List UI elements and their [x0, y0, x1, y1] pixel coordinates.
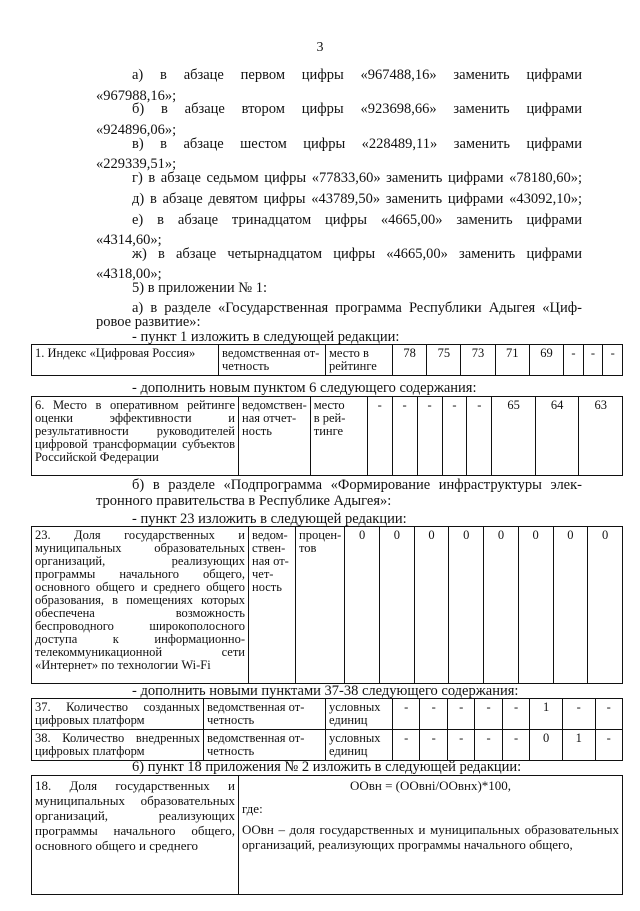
table-item-1 — [31, 344, 623, 376]
text-line: «924896,06»; — [96, 122, 177, 138]
table-cell: 1. Индекс «Цифровая Россия» — [32, 345, 219, 376]
table-app2-item-18 — [31, 775, 623, 895]
table-cell: 38. Количество внедренных цифровых платформ — [32, 730, 204, 761]
table-cell: ведомственная от- четность — [204, 730, 326, 761]
text-line: е) в абзаце тринадцатом цифры «4665,00» заменить цифрами — [132, 212, 582, 228]
table-cell: - — [583, 345, 603, 376]
table-cell: ведомственная от- четность — [219, 345, 326, 376]
table-cell: - — [603, 345, 623, 376]
table-cell: - — [420, 699, 447, 730]
table-cell: место в рей- тинге — [310, 397, 367, 476]
table-cell: - — [475, 730, 502, 761]
text-line: г) в абзаце седьмом цифры «77833,60» заменить цифрами «78180,60»; — [132, 170, 582, 186]
table-cell: - — [595, 730, 623, 761]
table-row — [32, 730, 623, 761]
table-cell: условных единиц — [326, 730, 393, 761]
table-cell: 73 — [461, 345, 495, 376]
table-cell: - — [502, 730, 529, 761]
table-cell: 0 — [530, 730, 563, 761]
text-line: б) в разделе «Подпрограмма «Формирование инфраструктуры элек- — [132, 477, 582, 493]
table-cell: - — [502, 699, 529, 730]
table-cell: 37. Количество созданных цифровых платформ — [32, 699, 204, 730]
text-line: д) в абзаце девятом цифры «43789,50» заменить цифрами «43092,10»; — [132, 191, 582, 207]
table-cell: - — [393, 730, 420, 761]
text-line: «4318,00»; — [96, 266, 162, 282]
table-item-23 — [31, 526, 623, 684]
table-cell: 23. Доля государственных и муниципальных образовательных организаций, реализующих программы начального общего, основного общего и среднего общего образования, в помещениях которых обеспечена возможность беспроводного широкополосного доступа к информационно-телекоммуникационной сети «Интернет» по технологии Wi-Fi — [32, 527, 249, 684]
section-heading: 6) пункт 18 приложения № 2 изложить в следующей редакции: — [132, 759, 522, 775]
table-cell: ведомственная от- четность — [204, 699, 326, 730]
table-cell: 63 — [579, 397, 623, 476]
text-line: «229339,51»; — [96, 156, 177, 172]
where-label: где: — [242, 801, 263, 816]
table-cell: процен- тов — [296, 527, 345, 684]
table-cell: - — [393, 699, 420, 730]
table-cell: 78 — [393, 345, 427, 376]
table-cell: 65 — [492, 397, 536, 476]
table-cell: - — [392, 397, 417, 476]
text-line: 5) в приложении № 1: — [132, 280, 267, 296]
table-cell: 0 — [449, 527, 484, 684]
text-line: ж) в абзаце четырнадцатом цифры «4665,00» заменить цифрами — [132, 246, 582, 262]
table-cell: - — [447, 730, 474, 761]
table-cell: 71 — [495, 345, 529, 376]
table-row — [32, 527, 623, 684]
table-cell: место в рейтинге — [326, 345, 393, 376]
text-line: «967988,16»; — [96, 88, 177, 104]
table-cell: 0 — [553, 527, 588, 684]
text-line: б) в абзаце втором цифры «923698,66» заменить цифрами — [132, 101, 582, 117]
table-cell: - — [475, 699, 502, 730]
definition-text: ООвн – доля государственных и муниципальных образовательных организаций, реализующих программы начального общего, — [242, 822, 619, 852]
table-cell: 1 — [562, 730, 595, 761]
text-line: в) в абзаце шестом цифры «228489,11» заменить цифрами — [132, 136, 582, 152]
table-cell: 0 — [518, 527, 553, 684]
table-cell: - — [467, 397, 492, 476]
table-cell: 0 — [414, 527, 449, 684]
table-cell: ведомствен- ная отчет- ность — [239, 397, 311, 476]
table-cell: 0 — [588, 527, 623, 684]
table-row — [32, 345, 623, 376]
table-cell: 1 — [530, 699, 563, 730]
table-cell: условных единиц — [326, 699, 393, 730]
section-heading: - дополнить новым пунктом 6 следующего содержания: — [132, 380, 477, 396]
table-cell: - — [420, 730, 447, 761]
text-line: - пункт 1 изложить в следующей редакции: — [132, 329, 400, 345]
table-row — [32, 776, 623, 895]
table-cell: 0 — [379, 527, 414, 684]
table-cell: 0 — [345, 527, 380, 684]
text-line: а) в абзаце первом цифры «967488,16» заменить цифрами — [132, 67, 582, 83]
section-heading: - дополнить новыми пунктами 37-38 следующего содержания: — [132, 683, 519, 699]
section-heading: - пункт 23 изложить в следующей редакции: — [132, 511, 407, 527]
table-cell: - — [595, 699, 623, 730]
table-cell: 64 — [535, 397, 579, 476]
formula: ООвн = (ООвнi/ООвнх)*100, — [349, 778, 512, 793]
table-cell: ведом- ствен- ная от- чет- ность — [249, 527, 296, 684]
table-item-6 — [31, 396, 623, 476]
table-cell: 0 — [484, 527, 519, 684]
table-cell: - — [367, 397, 392, 476]
text-line: тронного правительства в Республике Адыгея»: — [96, 493, 392, 509]
table-row — [32, 699, 623, 730]
table-cell — [239, 776, 623, 895]
text-line: «4314,60»; — [96, 232, 162, 248]
text-line: ровое развитие»: — [96, 314, 201, 330]
text-line: а) в разделе «Государственная программа Республики Адыгея «Циф- — [132, 300, 582, 316]
table-cell: 75 — [427, 345, 461, 376]
table-row — [32, 397, 623, 476]
table-cell: - — [442, 397, 467, 476]
table-cell: 69 — [529, 345, 563, 376]
table-cell: - — [564, 345, 584, 376]
table-items-37-38 — [31, 698, 623, 761]
table-cell: 18. Доля государственных и муниципальных образовательных организаций, реализующих программы начального общего, основного общего и среднего — [32, 776, 239, 895]
table-cell: - — [447, 699, 474, 730]
table-cell: - — [417, 397, 442, 476]
table-cell: - — [562, 699, 595, 730]
page-number: 3 — [316, 40, 324, 55]
table-cell: 6. Место в оперативном рейтинге оценки эффективности и результативности руководителей цифровой трансформации субъектов Российской Федерации — [32, 397, 239, 476]
